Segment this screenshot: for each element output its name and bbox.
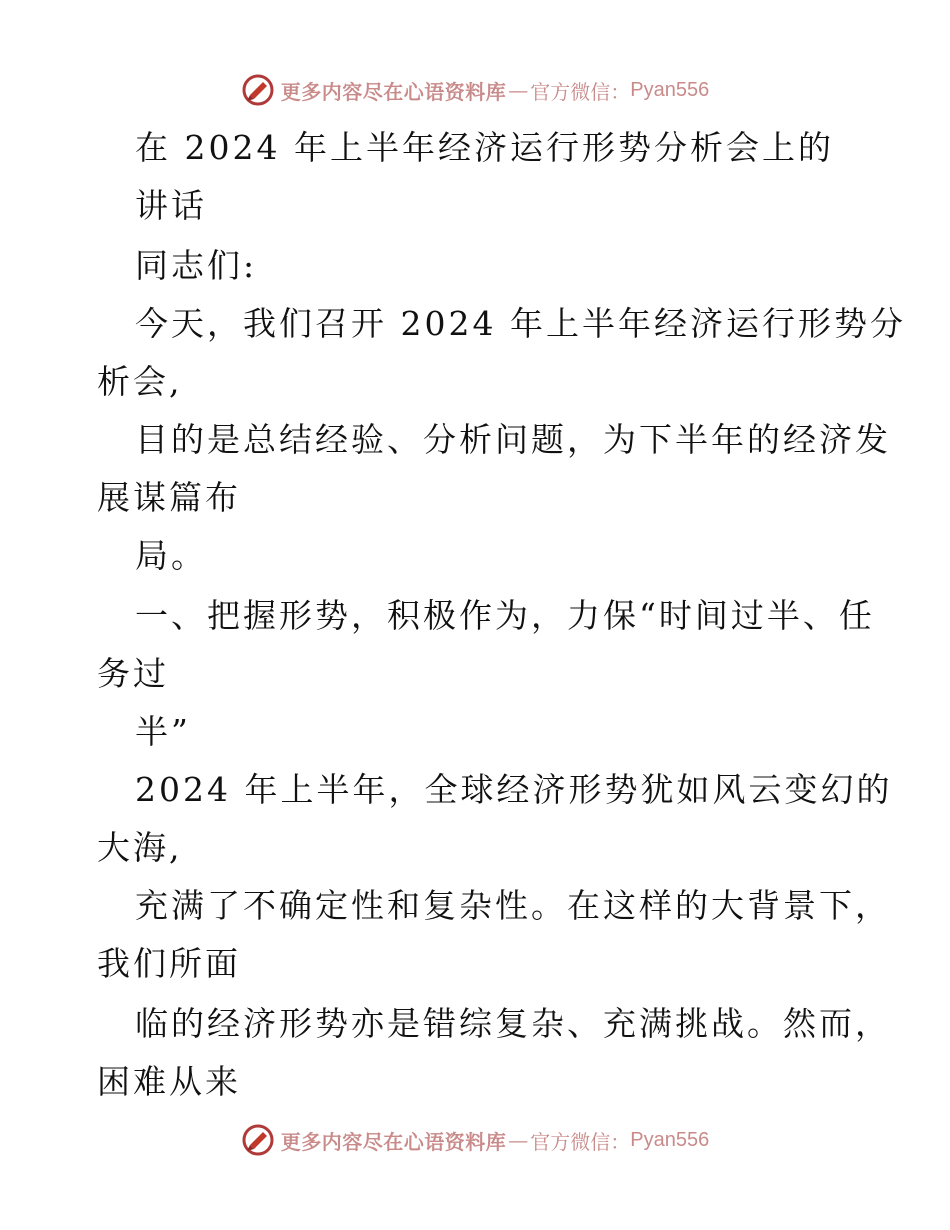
text-line: 同志们: <box>135 246 258 285</box>
text-line: 2024 年上半年，全球经济形势犹如风云变幻的 <box>135 770 893 809</box>
footer-watermark <box>0 1120 950 1160</box>
text-line: 大海, <box>97 828 183 867</box>
text-line: 在 2024 年上半年经济运行形势分析会上的 <box>135 128 834 167</box>
banner-dash: — <box>508 78 529 102</box>
banner-wechat-id: Pyan556 <box>630 1128 710 1151</box>
banner-label: 官方微信： <box>530 1129 631 1154</box>
pen-logo-icon <box>241 1123 275 1157</box>
text-line: 今天，我们召开 2024 年上半年经济运行形势分 <box>135 304 906 343</box>
header-watermark <box>0 70 950 110</box>
banner-site-text: 更多内容尽在心语资料库 <box>280 1129 507 1154</box>
text-line: 局。 <box>135 536 207 575</box>
text-line: 困难从来 <box>97 1062 241 1101</box>
text-line: 务过 <box>97 654 169 693</box>
text-line: 一、把握形势，积极作为，力保“时间过半、任 <box>135 596 875 635</box>
banner-dash: — <box>508 1128 529 1152</box>
text-line: 展谋篇布 <box>97 478 241 517</box>
text-line: 充满了不确定性和复杂性。在这样的大背景下， <box>135 886 891 925</box>
banner-wechat-id: Pyan556 <box>630 78 710 101</box>
text-line: 析会, <box>97 362 183 401</box>
text-line: 半” <box>135 712 191 751</box>
text-line: 临的经济形势亦是错综复杂、充满挑战。然而， <box>135 1004 891 1043</box>
pen-logo-icon <box>241 73 275 107</box>
text-line: 目的是总结经验、分析问题，为下半年的经济发 <box>135 420 891 459</box>
text-line: 讲话 <box>135 186 207 225</box>
banner-site-text: 更多内容尽在心语资料库 <box>280 79 507 104</box>
text-line: 我们所面 <box>97 944 241 983</box>
banner-label: 官方微信： <box>530 79 631 104</box>
